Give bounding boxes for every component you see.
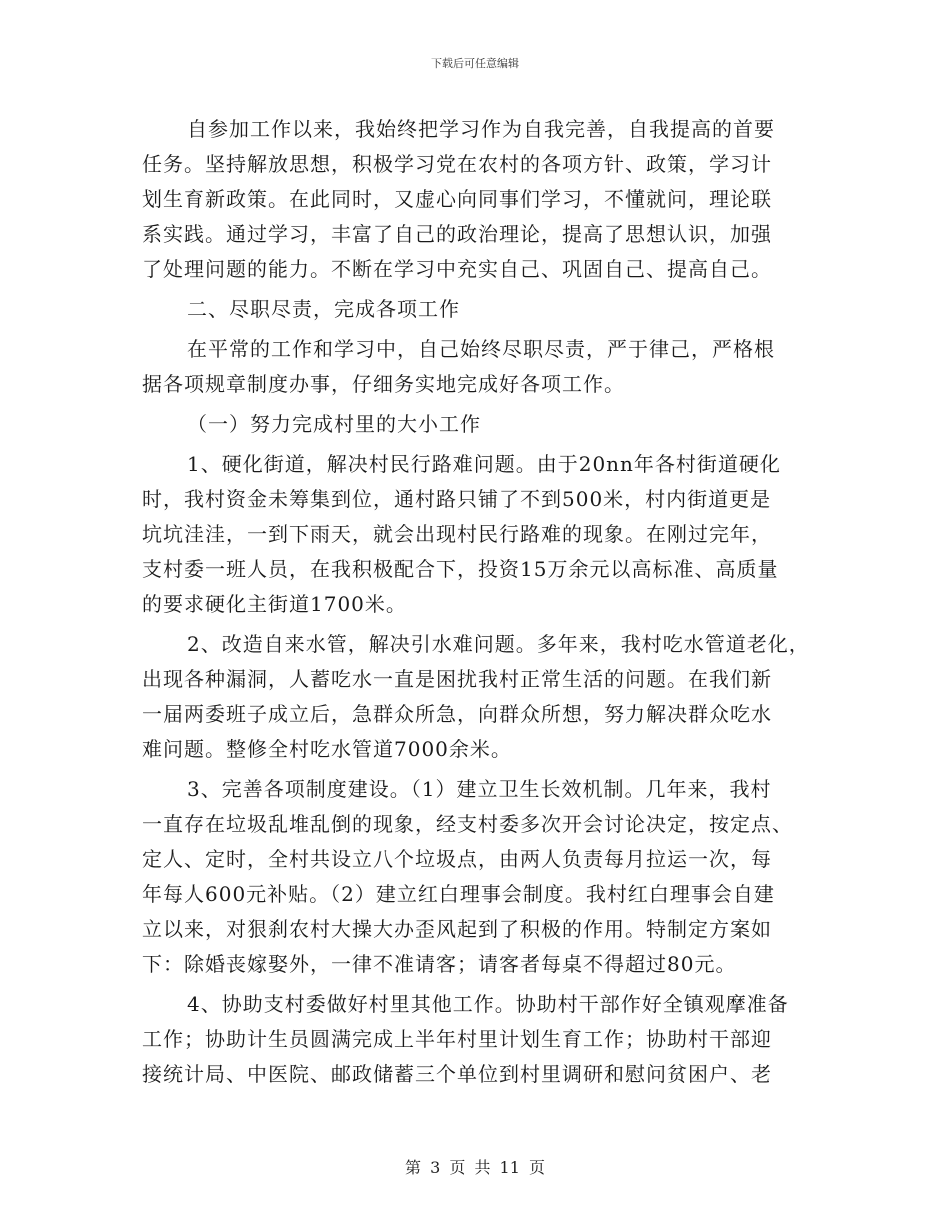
document-body — [142, 112, 812, 1092]
text-line: 一届两委班子成立后，急群众所急，向群众所想，努力解决群众吃水 — [142, 702, 772, 726]
text-line: 了处理问题的能力。不断在学习中充实自己、巩固自己、提高自己。 — [142, 257, 772, 281]
text-line: 在平常的工作和学习中，自己始终尽职尽责，严于律己，严格根 — [187, 337, 775, 361]
text-line: 定人、定时，全村共设立八个垃圾点，由两人负责每月拉运一次，每 — [142, 847, 772, 871]
text-line: 任务。坚持解放思想，积极学习党在农村的各项方针、政策，学习计 — [142, 152, 772, 176]
text-line: 自参加工作以来，我始终把学习作为自我完善，自我提高的首要 — [187, 117, 775, 141]
text-line: 难问题。整修全村吃水管道7000余米。 — [142, 737, 512, 761]
text-line: 时，我村资金未筹集到位，通村路只铺了不到500米，村内街道更是 — [142, 487, 772, 511]
text-line: 1、硬化街道，解决村民行路难问题。由于20nn年各村街道硬化 — [187, 452, 781, 476]
page-number-footer: 第 3 页 共 11 页 — [405, 1158, 545, 1177]
page-header-note: 下载后可任意编辑 — [431, 57, 519, 70]
text-line: 下：除婚丧嫁娶外，一律不准请客；请客者每桌不得超过80元。 — [142, 952, 737, 976]
text-line: 一直存在垃圾乱堆乱倒的现象，经支村委多次开会讨论决定，按定点、 — [142, 812, 793, 836]
text-line: 立以来，对狠刹农村大操大办歪风起到了积极的作用。特制定方案如 — [142, 917, 772, 941]
text-line: 划生育新政策。在此同时，又虚心向同事们学习，不懂就问，理论联 — [142, 187, 772, 211]
text-line: 据各项规章制度办事，仔细务实地完成好各项工作。 — [142, 372, 625, 396]
text-line: 工作；协助计生员圆满完成上半年村里计划生育工作；协助村干部迎 — [142, 1027, 772, 1051]
text-line: 年每人600元补贴。（2）建立红白理事会制度。我村红白理事会自建 — [142, 882, 775, 906]
text-line: 3、完善各项制度建设。（1）建立卫生长效机制。几年来，我村 — [187, 777, 772, 801]
text-line: 出现各种漏洞，人蓄吃水一直是困扰我村正常生活的问题。在我们新 — [142, 667, 772, 691]
subsection-heading: （一）努力完成村里的大小工作 — [187, 412, 481, 436]
text-line: 系实践。通过学习，丰富了自己的政治理论，提高了思想认识，加强 — [142, 222, 772, 246]
text-line: 支村委一班人员，在我积极配合下，投资15万余元以高标准、高质量 — [142, 557, 779, 581]
text-line: 的要求硬化主街道1700米。 — [142, 592, 407, 616]
text-line: 接统计局、中医院、邮政储蓄三个单位到村里调研和慰问贫困户、老 — [142, 1062, 772, 1086]
text-line: 2、改造自来水管，解决引水难问题。多年来，我村吃水管道老化， — [187, 632, 810, 656]
text-line: 4、协助支村委做好村里其他工作。协助村干部作好全镇观摩准备 — [187, 992, 789, 1016]
section-heading: 二、尽职尽责，完成各项工作 — [187, 297, 460, 321]
text-line: 坑坑洼洼，一到下雨天，就会出现村民行路难的现象。在刚过完年， — [142, 522, 772, 546]
